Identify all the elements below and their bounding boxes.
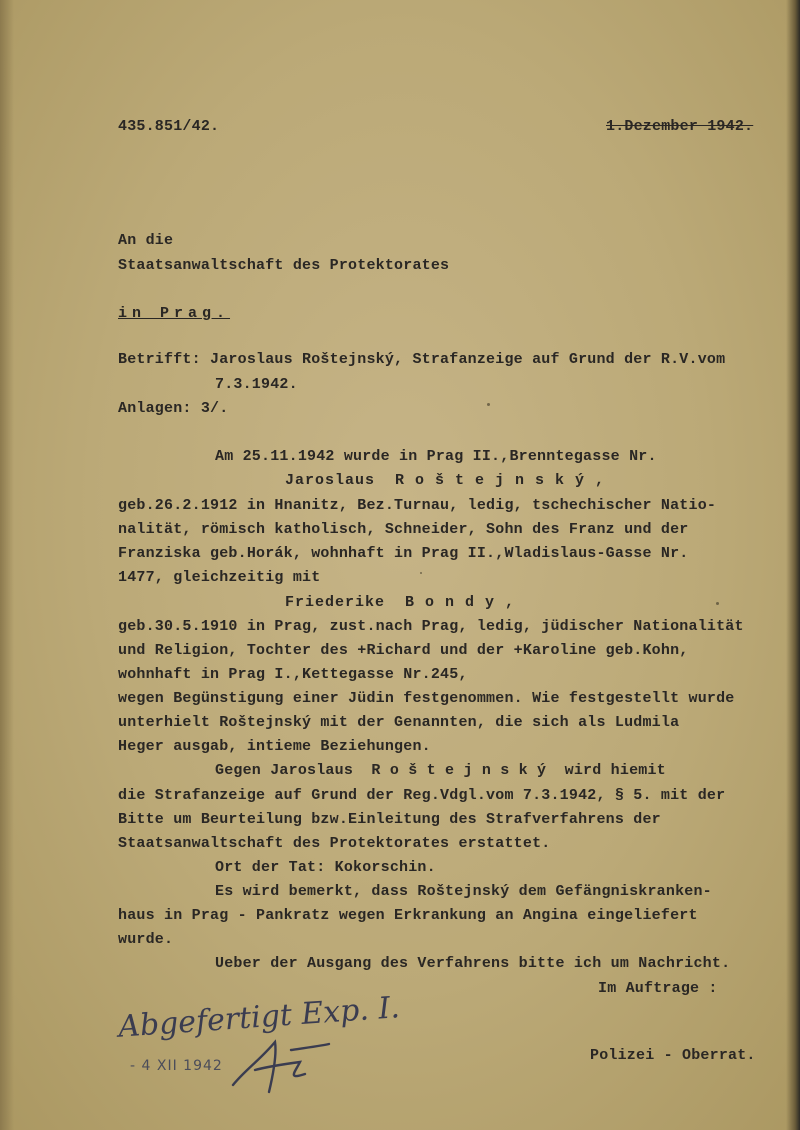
- body-line: wohnhaft in Prag I.,Kettegasse Nr.245,: [118, 666, 468, 683]
- signatory-title: Polizei - Oberrat.: [590, 1047, 756, 1064]
- body-line: Heger ausgab, intieme Beziehungen.: [118, 738, 431, 755]
- ink-spot: [716, 602, 719, 605]
- body-line: haus in Prag - Pankratz wegen Erkrankung an Angina eingeliefert: [118, 907, 698, 924]
- reference-number: 435.851/42.: [118, 118, 220, 135]
- address-city: in Prag.: [118, 305, 231, 322]
- attachments-line: Anlagen: 3/.: [118, 400, 229, 417]
- body-line: Es wird bemerkt, dass Roštejnský dem Gefängniskranken-: [215, 883, 712, 900]
- initials-signature: [225, 1030, 335, 1100]
- body-line: Franziska geb.Horák, wohnhaft in Prag II.,Wladislaus-Gasse Nr.: [118, 545, 689, 562]
- paper-right-edge: [786, 0, 800, 1130]
- body-line: Staatsanwaltschaft des Protektorates erstattet.: [118, 835, 551, 852]
- body-line: Ort der Tat: Kokorschin.: [215, 859, 436, 876]
- body-line: Bitte um Beurteilung bzw.Einleitung des Strafverfahrens der: [118, 811, 661, 828]
- body-line: Jaroslaus R o š t e j n s k ý ,: [285, 472, 606, 489]
- closing-phrase: Im Auftrage :: [598, 980, 718, 997]
- address-line-1: An die: [118, 232, 174, 249]
- body-line: Am 25.11.1942 wurde in Prag II.,Brenntegasse Nr.: [215, 448, 657, 465]
- body-line: Gegen Jaroslaus R o š t e j n s k ý wird hiemit: [215, 762, 666, 779]
- letter-date: 1.Dezember 1942.: [606, 118, 754, 135]
- body-line: Ueber der Ausgang des Verfahrens bitte ich um Nachricht.: [215, 955, 731, 972]
- subject-line-cont: 7.3.1942.: [215, 376, 298, 393]
- body-line: wegen Begünstigung einer Jüdin festgenommen. Wie festgestellt wurde: [118, 690, 735, 707]
- handwritten-note: Abgefertigt Exp. I.: [117, 990, 401, 1045]
- body-line: und Religion, Tochter des +Richard und der +Karoline geb.Kohn,: [118, 642, 689, 659]
- body-line: 1477, gleichzeitig mit: [118, 569, 321, 586]
- date-stamp: - 4 XII 1942: [130, 1058, 223, 1074]
- body-line: wurde.: [118, 931, 174, 948]
- paper-left-edge: [0, 0, 14, 1130]
- body-line: die Strafanzeige auf Grund der Reg.Vdgl.vom 7.3.1942, § 5. mit der: [118, 787, 726, 804]
- body-line: geb.26.2.1912 in Hnanitz, Bez.Turnau, ledig, tschechischer Natio-: [118, 497, 717, 514]
- ink-spot: [420, 572, 422, 574]
- address-line-2: Staatsanwaltschaft des Protektorates: [118, 257, 450, 274]
- ink-spot: [487, 403, 490, 406]
- subject-line: Betrifft: Jaroslaus Roštejnský, Strafanzeige auf Grund der R.V.vom: [118, 351, 726, 368]
- body-line: unterhielt Roštejnský mit der Genannten, die sich als Ludmila: [118, 714, 680, 731]
- body-line: nalität, römisch katholisch, Schneider, Sohn des Franz und der: [118, 521, 689, 538]
- body-line: Friederike B o n d y ,: [285, 594, 516, 611]
- body-line: geb.30.5.1910 in Prag, zust.nach Prag, ledig, jüdischer Nationalität: [118, 618, 744, 635]
